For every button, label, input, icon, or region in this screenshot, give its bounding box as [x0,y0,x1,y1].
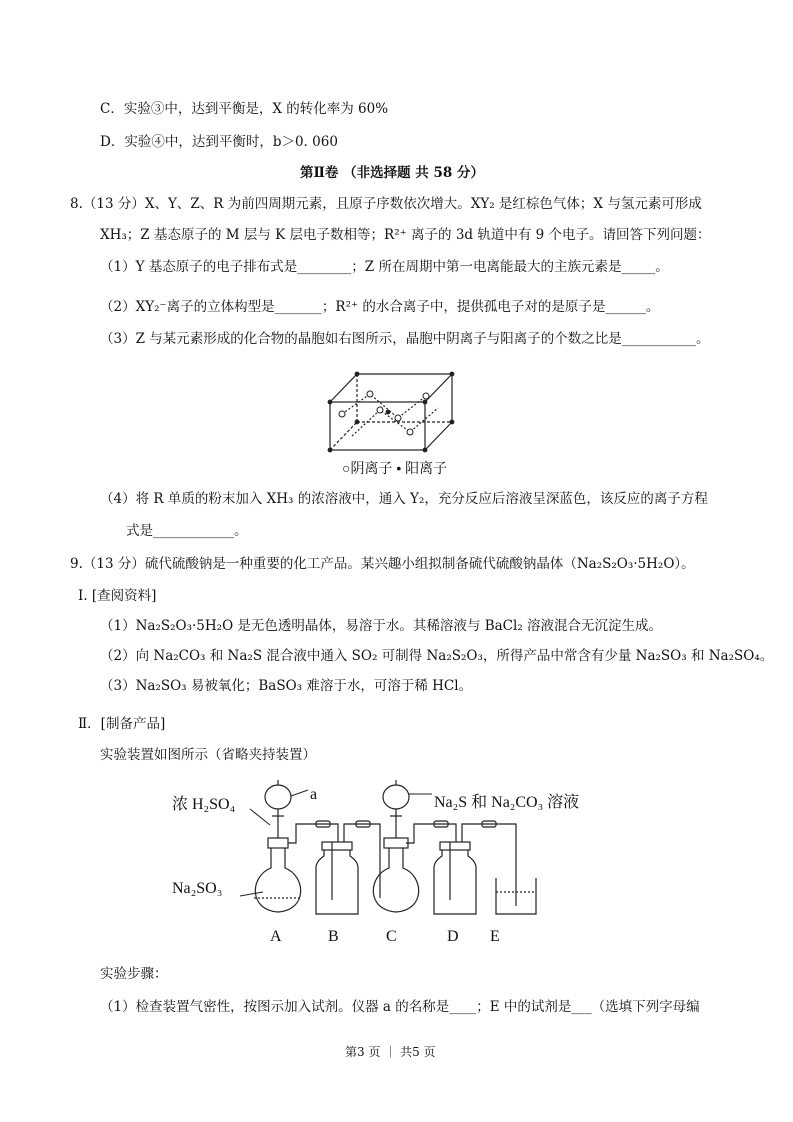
label-acid: 浓 H₂SO₄ [172,796,236,813]
reference-3: （3）Na₂SO₃ 易被氧化；BaSO₃ 难溶于水，可溶于稀 HCl。 [100,678,473,694]
cation-dot [355,420,360,425]
steps-title: 实验步骤： [100,966,168,982]
anion-dot [395,415,401,421]
cation-dot [328,448,333,453]
flask-label-A: A [270,928,282,945]
anion-dot [377,407,383,413]
q8-intro-line2: XH₃；Z 基态原子的 M 层与 K 层电子数相等；R²⁺ 离子的 3d 轨道中有 9 个电子。请回答下列问题： [100,227,711,243]
option-d: D．实验④中，达到平衡时，b＞0. 060 [100,134,338,150]
cation-dot [355,372,360,377]
label-solution: Na₂S 和 Na₂CO₃ 溶液 [434,794,580,811]
label-funnel-a: a [310,786,318,803]
stopper-B [322,842,352,850]
dropping-funnel-C [383,780,409,838]
crystal-cell-diagram [322,372,462,452]
q9-intro: 9.（13 分）硫代硫酸钠是一种重要的化工产品。某兴趣小组拟制备硫代硫酸钠晶体（Na₂S₂O₃·5H₂O）。 [70,556,695,572]
q8-part4-line2: 式是____________。 [126,523,248,539]
flask-label-B: B [328,928,339,945]
anion-dot [407,429,413,435]
q8-part2: （2）XY₂⁻离子的立体构型是_______；R²⁺ 的水合离子中，提供孤电子对的是原子是______。 [100,299,660,315]
anion-dot [339,411,345,417]
flask-label-C: C [386,928,397,945]
apparatus-intro: 实验装置如图所示（省略夹持装置） [100,747,316,763]
dropping-funnel-a [265,780,291,838]
step-1: （1）检查装置气密性，按图示加入试剂。仪器 a 的名称是____；E 中的试剂是___（选填下列字母编 [100,999,700,1015]
option-c: C．实验③中，达到平衡是，X 的转化率为 60% [100,101,389,117]
page-footer: 第3 页 ｜ 共5 页 [345,1045,436,1059]
cation-dot [423,448,428,453]
cation-dot [328,400,333,405]
flask-A [255,848,300,912]
section-title: 第Ⅱ卷 （非选择题 共 58 分） [300,165,484,181]
stopper-A [268,838,288,848]
anion-dot [423,393,429,399]
cation-dot [423,400,428,405]
reference-1: （1）Na₂S₂O₃·5H₂O 是无色透明晶体，易溶于水。其稀溶液与 BaCl₂ 溶液混合无沉淀生成。 [100,618,663,634]
section-reference: I. [查阅资料] [78,588,157,604]
q8-part3: （3）Z 与某元素形成的化合物的晶胞如右图所示，晶胞中阴离子与阳离子的个数之比是___________。 [100,331,710,347]
q8-intro-line1: 8.（13 分）X、Y、Z、R 为前四周期元素，且原子序数依次增大。XY₂ 是红棕色气体；X 与氢元素可形成 [70,196,702,212]
q8-part4-line1: （4）将 R 单质的粉末加入 XH₃ 的浓溶液中，通入 Y₂，充分反应后溶液呈深蓝色，该反应的离子方程 [100,491,708,507]
anion-dot [367,391,373,397]
cation-dot [450,372,455,377]
cation-dot [386,410,391,415]
reference-2: （2）向 Na₂CO₃ 和 Na₂S 混合液中通入 SO₂ 可制得 Na₂S₂O₃，所得产品中常含有少量 Na₂SO₃ 和 Na₂SO₄。 [100,648,774,664]
crystal-caption: ○阴离子 • 阳离子 [342,460,448,476]
flask-label-D: D [447,928,459,945]
label-solid: Na₂SO₃ [172,880,223,897]
stopper-D [440,842,470,850]
cation-dot [450,420,455,425]
section-preparation: Ⅱ．[制备产品] [78,716,166,732]
stopper-C [384,838,408,848]
q8-part1: （1）Y 基态原子的电子排布式是________；Z 所在周期中第一电离能最大的主族元素是_____。 [100,259,669,275]
bottle-B [316,850,358,914]
flask-label-E: E [490,928,500,945]
bottle-D [434,850,476,914]
